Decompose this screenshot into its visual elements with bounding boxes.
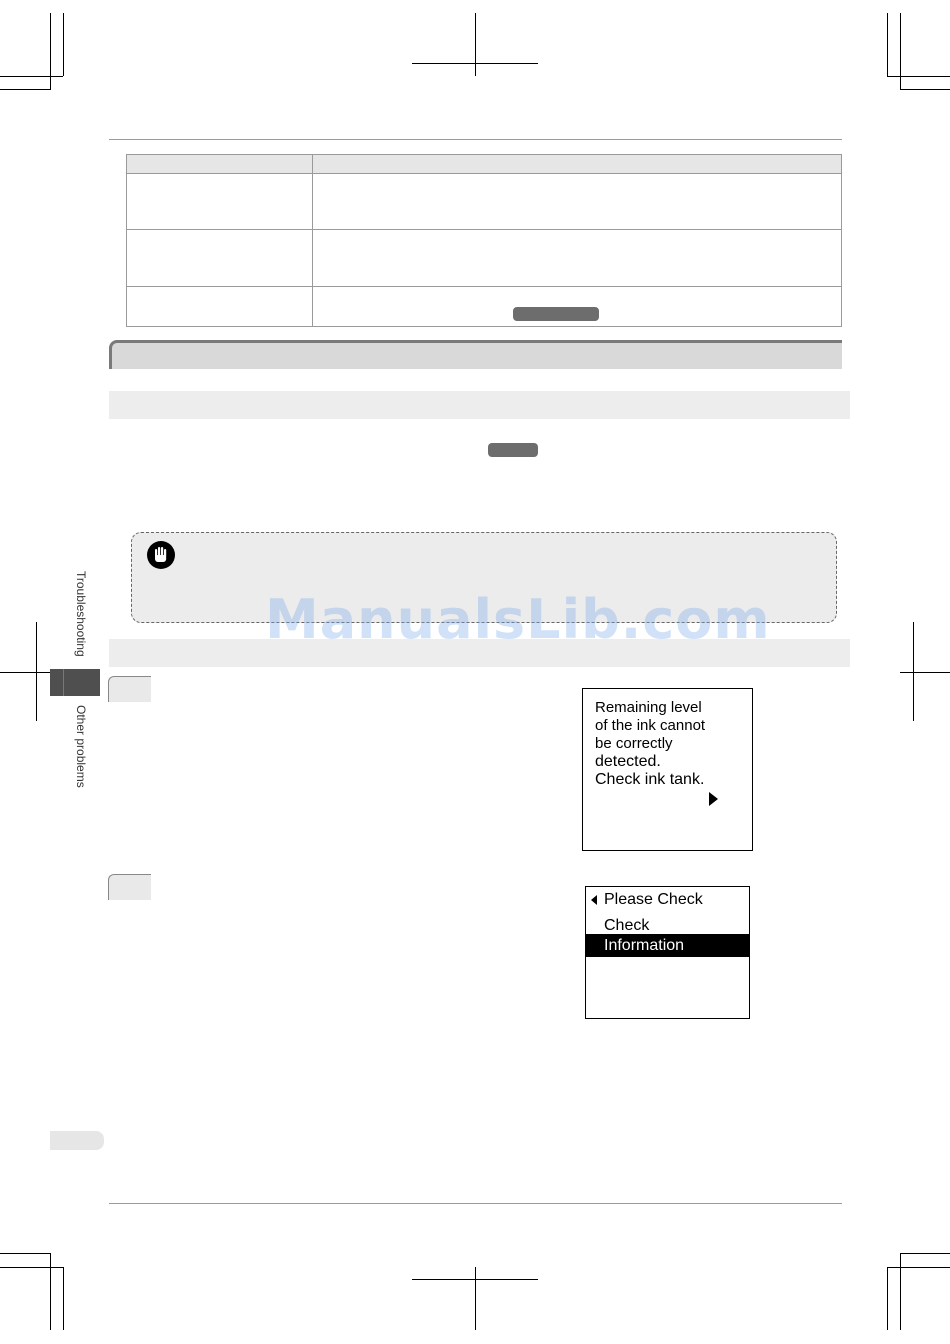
step-number-tab — [108, 874, 151, 900]
side-tab-subsection-label: Other problems — [74, 705, 88, 788]
lcd-line: be correctly — [595, 735, 673, 752]
crop-mark — [0, 672, 50, 673]
section-heading-bar — [109, 340, 842, 369]
crop-mark — [900, 672, 950, 673]
table-row — [127, 287, 842, 327]
reference-link[interactable] — [488, 443, 538, 457]
left-arrow-icon — [591, 895, 597, 905]
lcd-menu-title: Please Check — [604, 891, 703, 908]
footer-rule — [109, 1203, 842, 1204]
side-tab-section-label: Troubleshooting — [74, 571, 88, 657]
crop-mark — [0, 1253, 50, 1254]
crop-mark — [0, 76, 63, 77]
table-header-row — [127, 155, 842, 174]
crop-mark — [887, 1267, 888, 1330]
lcd-line: of the ink cannot — [595, 717, 706, 734]
crop-mark — [0, 1267, 63, 1268]
crop-mark — [887, 76, 950, 77]
crop-mark — [36, 622, 37, 721]
reference-link[interactable] — [513, 307, 599, 321]
crop-mark — [63, 1267, 64, 1330]
table-cell — [313, 174, 842, 230]
table-header-cell — [313, 155, 842, 174]
side-tab-marker — [50, 669, 100, 696]
crop-mark — [50, 13, 51, 90]
page-number-tab — [50, 1131, 104, 1150]
table-cell — [127, 287, 313, 327]
lcd-menu-item: Check — [604, 917, 650, 934]
step-number-tab — [108, 676, 151, 702]
crop-mark — [475, 1267, 476, 1330]
lcd-line: detected. — [595, 753, 661, 770]
crop-mark — [887, 13, 888, 76]
lcd-line: Check ink tank. — [595, 771, 705, 788]
crop-mark — [900, 89, 950, 90]
subsection-heading-bar — [109, 391, 850, 419]
crop-mark — [63, 13, 64, 76]
table-cell — [127, 230, 313, 287]
table-cell — [313, 230, 842, 287]
crop-mark — [913, 622, 914, 721]
important-hand-icon — [147, 541, 175, 569]
table-header-cell — [127, 155, 313, 174]
right-arrow-icon — [709, 792, 718, 806]
table-row — [127, 230, 842, 287]
table-cell — [127, 174, 313, 230]
crop-mark — [900, 1253, 950, 1254]
crop-mark — [900, 13, 901, 90]
lcd-menu-item-selected: Information — [586, 934, 749, 957]
lcd-screen-menu — [585, 886, 750, 1019]
crop-mark — [475, 13, 476, 76]
lcd-screen-warning — [582, 688, 753, 851]
crop-mark — [887, 1267, 950, 1268]
crop-mark — [50, 1253, 51, 1330]
table-row — [127, 174, 842, 230]
crop-mark — [0, 89, 50, 90]
lcd-line: Remaining level — [595, 699, 702, 716]
crop-mark — [900, 1253, 901, 1330]
header-rule — [109, 139, 842, 140]
watermark: ManualsLib.com — [265, 588, 771, 651]
trouble-table — [126, 154, 842, 327]
